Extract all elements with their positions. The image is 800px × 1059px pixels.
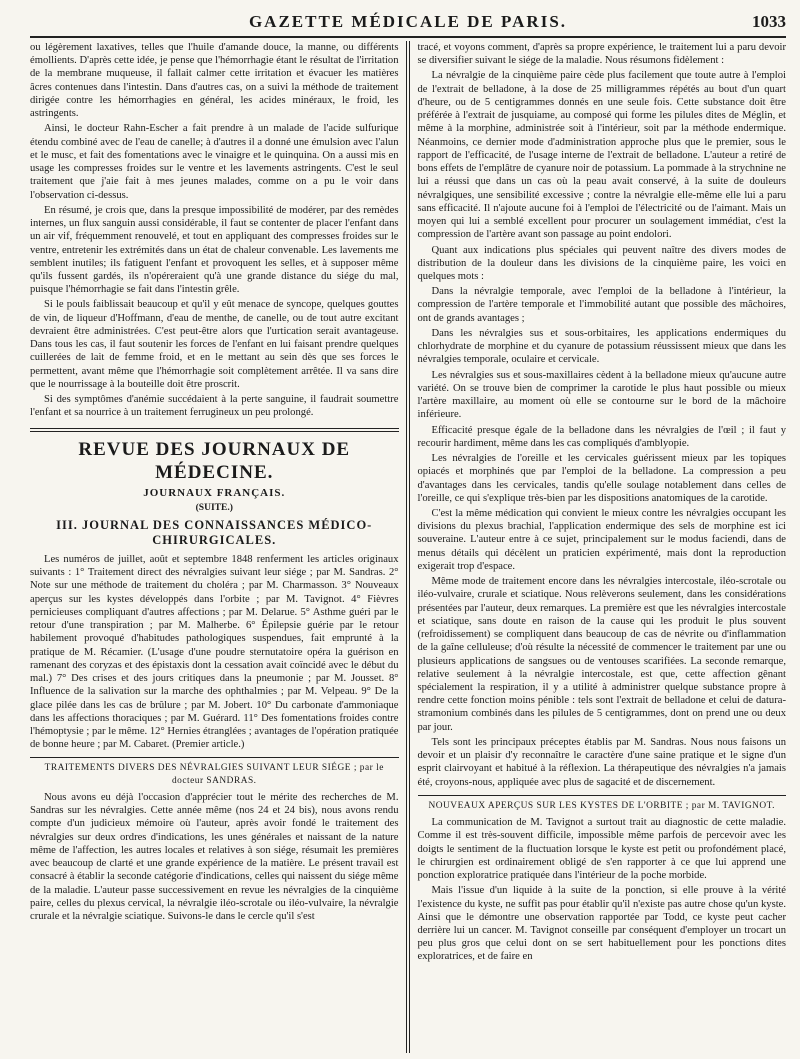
journal-title: GAZETTE MÉDICALE DE PARIS. (248, 12, 568, 31)
article-divider (30, 757, 399, 758)
paragraph: En résumé, je crois que, dans la presque impossibilité de modérer, par des remèdes internes, un flux sanguin aussi considérable, il faut se contenter de placer l'enfant dans un air vif, fréquemment renouvelé, et tout en appliquant des compresses froides sur le ventre, entretenir les extrémités dans un état de chaleur convenable. Les lavements me semblent inutiles; ils fatiguent l'enfant et provoquent les selles, et à supposer même qu'ils fussent gardés, ils n'opéreraient qu'à une grande distance du siége du mal, puisque l'hémorrhagie se fait dans l'intestin grêle. (30, 204, 399, 296)
section-title: REVUE DES JOURNAUX DE MÉDECINE. (78, 438, 351, 484)
article-heading: TRAITEMENTS DIVERS DES NÉVRALGIES SUIVANT LEUR SIÉGE ; par le docteur SANDRAS. (44, 763, 384, 786)
paragraph: Mais l'issue d'un liquide à la suite de la ponction, si elle prouve à la vérité l'existence du kyste, ne suffit pas pour établir qu'il n'existe pas autre chose qu'un kyste. Ainsi que le démontre une observation rapportée par Todd, ce kyste peut cacher derrière lui un cancer. M. Tavignot conseille par conséquent d'employer un trocart un peu plus gros que celui dont on se sert habituellement pour les ponctions dites exploratrices, et de faire en (417, 885, 786, 963)
suite-label: (SUITE.) (195, 502, 233, 513)
sub-title: JOURNAUX FRANÇAIS. (143, 487, 286, 500)
paragraph: Efficacité presque égale de la belladone dans les névralgies de l'œil ; il faut y recourir hardiment, même dans les cas compliqués d'amblyopie. (417, 424, 786, 449)
paragraph: Tels sont les principaux préceptes établis par M. Sandras. Nous nous faisons un devoir et un plaisir d'y reconnaître le caractère d'une saine pratique et le signe d'un esprit clairvoyant et habitué à la réflexion. La thérapeutique des névralgies n'a jamais été, croyons-nous, appliquée avec plus de sagacité et de discernement. (417, 736, 786, 788)
running-head (30, 6, 786, 38)
paragraph: Nous avons eu déjà l'occasion d'apprécier tout le mérite des recherches de M. Sandras sur les névralgies. Cette année même (nos 24 et 24 bis), nous avons rendu compte d'un judicieux mémoire où l'auteur, après avoir fondé le traitement des névralgies sur deux ordres d'indications, les unes générales et naissant de la nature même de l'affection, les autres locales et relatives à son siége, résumait les premières avec beaucoup de clarté et une grande expérience de la matière. Le présent travail est consacré à établir la seconde catégorie d'indications, celles qui naissent du siége même de la maladie. L'auteur passe successivement en revue les névralgies de la cinquième paire, celles du plexus cervical, la névralgie iléo-scrotale ou iléo-vulvaire, la névralgie crurale et la névralgie sciatique. Suivons-le dans le cercle qu'il s'est (30, 791, 399, 922)
paragraph: tracé, et voyons comment, d'après sa propre expérience, le traitement lui a paru devoir se diversifier suivant le siége de la maladie. Nous résumons fidèlement : (417, 42, 786, 67)
paragraph: Les névralgies de l'oreille et les cervicales guérissent mieux par les topiques opiacés et morphinés que par l'emploi de la belladone. La compression a peu d'avantages dans les cervicales, tandis qu'elle soulage notablement dans celles de l'oreille, ce qui s'explique très-bien par les dispositions anatomiques de la carotide. (417, 453, 786, 504)
left-column (30, 41, 406, 1053)
paragraph: C'est la même médication qui convient le mieux contre les névralgies occupant les divisions du plexus brachial, l'application endermique des sels de morphine est ici souveraine. L'auteur entre à ce sujet, principalement sur le modus faciendi, dans de menus détails qui décèlent un praticien expérimenté, mais dont la reproduction exigerait trop d'espace. (417, 507, 786, 572)
paragraph: La névralgie de la cinquième paire cède plus facilement que toute autre à l'emploi de l'extrait de belladone, à la dose de 25 milligrammes répétés au bout d'un quart d'heure, ou de 5 centigrammes donnés en une seule fois. Cette substance doit être préférée à l'extrait de jusquiame, au composé qui forme les pilules dites de Méglin, et même à la morphine, administrée soit à l'intérieur, soit par la méthode endermique. Néanmoins, ce dernier mode d'administration approche plus que le premier, sous le rapport de l'efficacité, de l'usage interne de l'extrait de belladone. L'auteur a retiré de bons effets de l'emplâtre de cyanure noir de potassium. La pommade à la strychnine ne lui a réussi que dans un cas où la peau avait conservé, à la suite de douleurs névralgiques, une sensibilité excessive ; contre la névralgie elle-même elle lui a paru sans efficacité. Il n'ajoute aucune foi à l'emploi de l'électricité ou de l'aimant. Mais un moyen qui lui a semblé excellent pour procurer un soulagement immédiat, c'est la compression de l'artère avant son passage au point endolori. (417, 70, 786, 241)
paragraph: Si le pouls faiblissait beaucoup et qu'il y eût menace de syncope, quelques gouttes de vin, de liqueur d'Hoffmann, d'eau de menthe, de canelle, ou de tout autre excitant devraient être administrées. C'est peut-être alors que l'urtication serait avantageuse. Dans tous les cas, il faut soutenir les forces de l'enfant en lui faisant prendre quelques cuillerées de lait de femme froid, et en le mettant au sein dès que ses forces le permettent, avant même que l'hémorrhagie soit complètement arrêtée. Il va sans dire que le nourrissage à la bouteille doit être proscrit. (30, 299, 399, 390)
paragraph: La communication de M. Tavignot a surtout trait au diagnostic de cette maladie. Comme il est très-souvent difficile, impossible même parfois de percevoir avec les doigts le sentiment de la fluctuation lorsque le kyste est petit ou profondément placé, le chirurgien est ordinairement obligé de s'en rapporter à ce que lui apprend une ponction exploratrice pratiquée dans l'intérieur de la poche morbide. (417, 817, 786, 882)
paragraph: Les numéros de juillet, août et septembre 1848 renferment les articles originaux suivants : 1° Traitement direct des névralgies suivant leur siége ; par M. Sandras. 2° Note sur une méthode de traitement du choléra ; par M. Charmasson. 3° Nouveaux aperçus sur les kystes développés dans l'orbite ; par M. Tavignot. 4° Fièvres pernicieuses compliquant d'autres affections ; par M. Delarue. 5° Asthme guéri par le retour d'une transpiration ; par M. Malherbe. 6° Épilepsie guérie par le retour habilement provoqué d'habitudes pathologiques suspendues, fait emprunté à la pratique de M. Récamier. (L'usage d'une poudre sternutatoire opéra la guérison en ramenant des coryzas et des épistaxis dont la cessation avait coïncidé avec le début du mal.) 7° Des crises et des jours critiques dans la pneumonie ; par M. Jousset. 8° Influence de la salivation sur la marche des ophthalmies ; par M. Velpeau. 9° De la glace pilée dans les cas de brûlure ; par M. Jobert. 10° Du carbonate d'ammoniaque dans les affections thoraciques ; par M. Guérard. 11° Des fomentations froides contre l'hémoptysie ; par le même. 12° Hernies étranglées ; avantages de l'opération pratiquée de bonne heure ; par M. Cabaret. (Premier article.) (30, 553, 399, 751)
paragraph: ou légèrement laxatives, telles que l'huile d'amande douce, la manne, ou différents émollients. D'après cette idée, je pense que l'hémorrhagie étant le résultat de l'irritation de la membrane muqueuse, il fallait calmer cette irritation et évacuer les matières âcres contenues dans l'intestin. Dans d'autres cas, on a suivi la méthode de traitement dirigée contre les hémorrhagies en général, les acides minéraux, le froid, les astringents. (30, 42, 399, 120)
article-divider (418, 795, 787, 796)
paragraph: Même mode de traitement encore dans les névralgies intercostale, iléo-scrotale ou iléo-vulvaire, crurale et sciatique. Nous relèverons seulement, dans les considérations présentées par l'auteur, deux remarques. La première est que les névralgies intercostale et sciatique, sans doute en raison de la cause qui les produit le plus souvent (refroidissement) se compliquent dans beaucoup de cas de névrite ou d'inflammation de la gaîne celluleuse; d'où résulte la nécessité de commencer le traitement par une ou plusieurs applications de sangsues ou de ventouses scarifiées. La seconde remarque, relative seulement à la névralgie intercostale, est que, cette affection gênant spécialement la respiration, il y a utilité à administrer quelque substance propre à rendre cette fonction moins pénible : tels sont l'extrait de belladone et celui de datura-stramonium combinés dans les pilules de 5 centigrammes, dont on prend une ou deux par jour. (417, 576, 786, 733)
two-column-body (30, 41, 786, 1053)
right-column (410, 41, 787, 1053)
paragraph: Si des symptômes d'anémie succédaient à la perte sanguine, il faudrait soumettre l'enfant et sa nourrice à un traitement ferrugineux un peu prolongé. (30, 394, 399, 419)
paragraph: Les névralgies sus et sous-maxillaires cèdent à la belladone mieux qu'aucune autre variété. On se trouve bien de comprimer la carotide le plus haut possible ou mieux l'artère maxillaire, au moment où elle se contourne sur le bord de la mâchoire inférieure. (417, 369, 786, 421)
section-divider (30, 428, 399, 432)
paragraph: Quant aux indications plus spéciales qui peuvent naître des divers modes de distribution de la douleur dans les divisions de la cinquième paire, les voici en quelques mots : (417, 244, 786, 282)
paragraph: Dans les névralgies sus et sous-orbitaires, les applications endermiques du chlorhydrate de morphine et du cyanure de potassium réussissent mieux que dans les névralgies temporale, oculaire et cervicale. (417, 327, 786, 366)
article-heading: NOUVEAUX APERÇUS SUR LES KYSTES DE L'ORBITE ; par M. TAVIGNOT. (428, 800, 776, 811)
paragraph: Dans la névralgie temporale, avec l'emploi de la belladone à l'intérieur, la compression de l'artère temporale et l'immobilité autant que possible des mâchoires, ont de grands avantages ; (417, 286, 786, 324)
paragraph: Ainsi, le docteur Rahn-Escher a fait prendre à un malade de l'acide sulfurique étendu combiné avec de l'eau de canelle; à d'autres il a donné une émulsion avec l'alun et le musc, et fait des fomentations avec le vinaigre et le quinquina. On a aussi mis en usage les compresses froides sur le ventre et les lavements astringents. C'est le seul traitement que j'aie fait à mes jeunes malades, comme on a pu le voir dans l'observation ci-dessus. (30, 123, 399, 201)
page-number: 1033 (752, 12, 786, 31)
journal-section-title: III. JOURNAL DES CONNAISSANCES MÉDICO-CHIRURGICALES. (56, 517, 373, 548)
